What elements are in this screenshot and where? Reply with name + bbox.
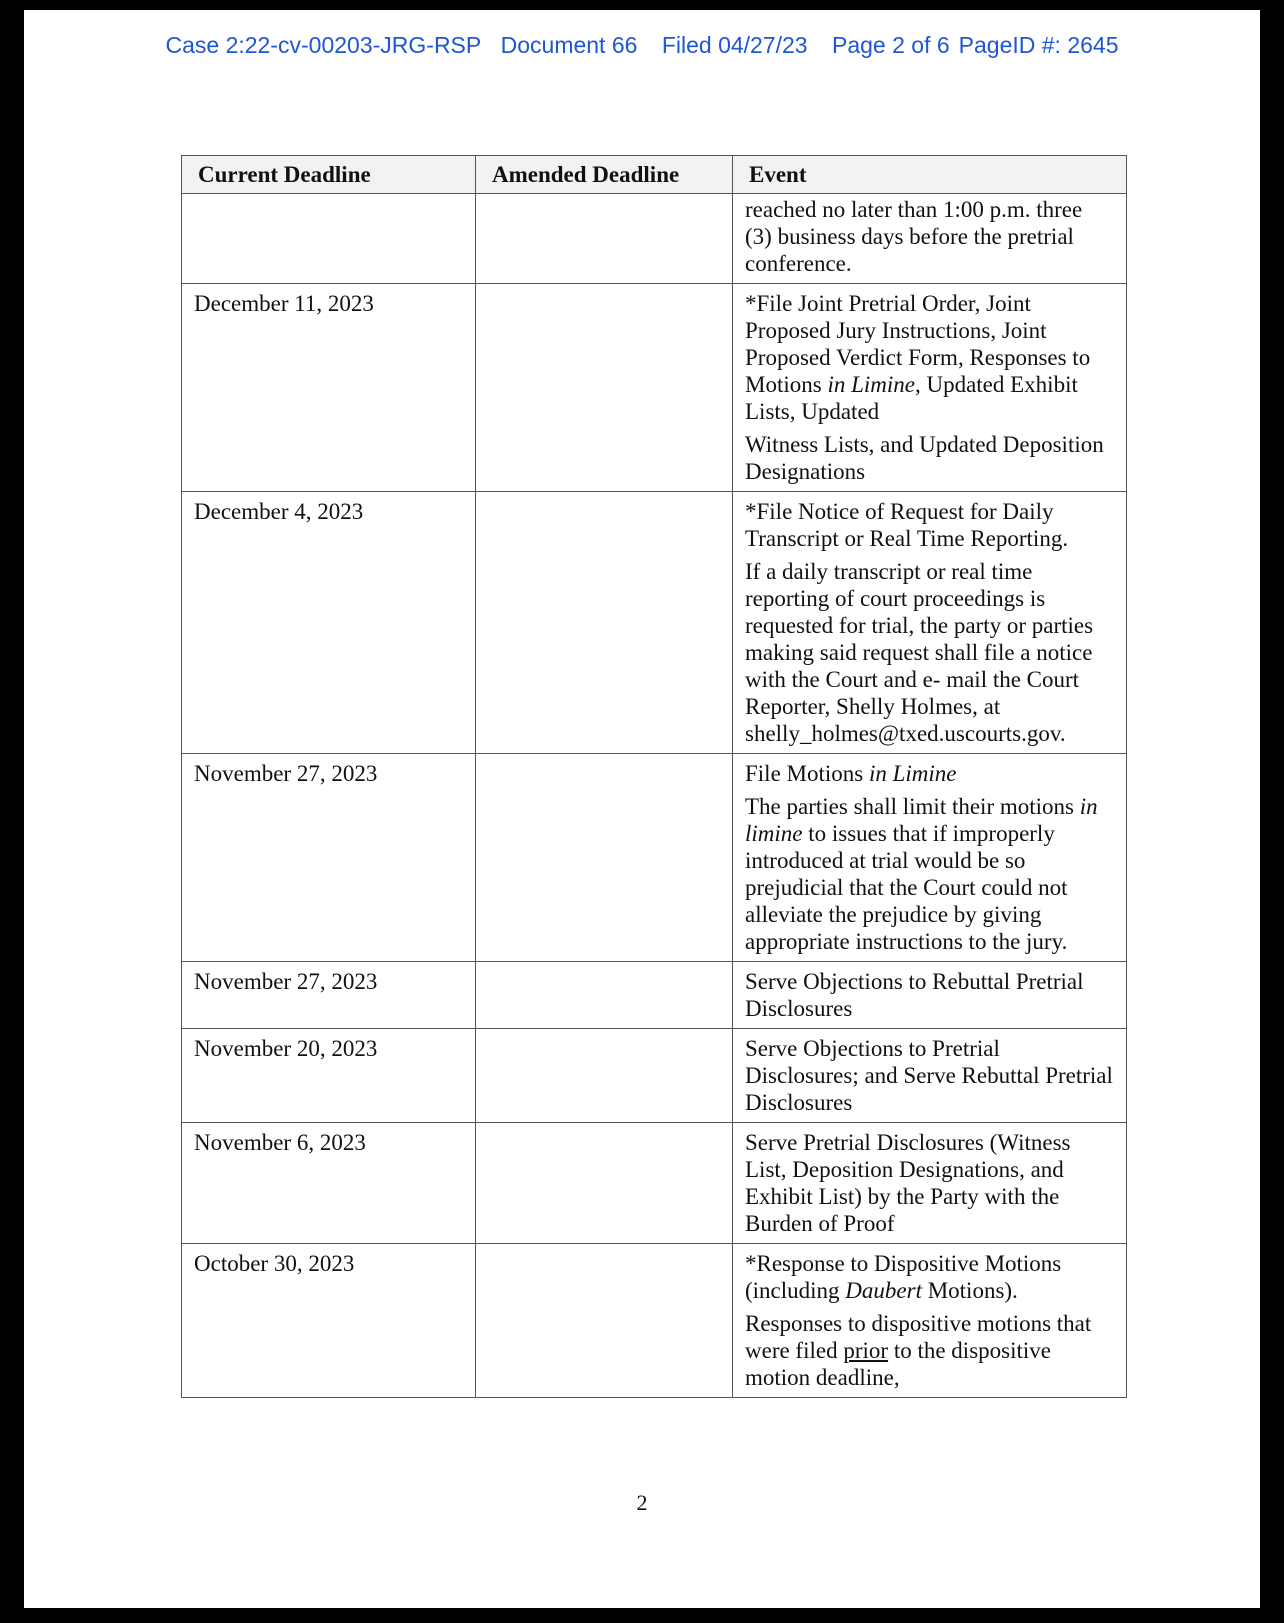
current-deadline-cell: December 4, 2023: [182, 492, 476, 754]
event-text: Serve Objections to Pretrial Disclosures; and Serve Rebuttal Pretrial Disclosures: [745, 1036, 1113, 1115]
document-number: Document 66: [500, 32, 638, 58]
filed-date: Filed 04/27/23: [661, 32, 808, 58]
event-cell: [733, 1123, 1127, 1244]
ecf-header-stamp: [24, 32, 1260, 59]
table-row: [182, 962, 1127, 1029]
page-id: PageID #: 2645: [958, 32, 1119, 58]
header-amended-deadline: Amended Deadline: [476, 156, 733, 194]
event-text: Responses to dispositive motions that were filed prior to the dispositive motion deadline,: [745, 1311, 1092, 1390]
amended-deadline-cell: [476, 1029, 733, 1123]
event-text: reached no later than 1:00 p.m. three (3) business days before the pretrial conference.: [745, 197, 1083, 276]
event-text: The parties shall limit their motions in limine to issues that if improperly introduced at trial would be so prejudicial that the Court could not alleviate the prejudice by giving appropriate instructions to the jury.: [745, 794, 1098, 954]
current-deadline-cell: November 27, 2023: [182, 962, 476, 1029]
current-deadline-cell: November 6, 2023: [182, 1123, 476, 1244]
case-number: Case 2:22-cv-00203-JRG-RSP: [165, 32, 482, 58]
event-text: File Motions in Limine: [745, 761, 957, 786]
event-text: Witness Lists, and Updated Deposition Designations: [745, 432, 1104, 484]
table-row: [182, 492, 1127, 754]
current-deadline-cell: November 27, 2023: [182, 754, 476, 962]
amended-deadline-cell: [476, 194, 733, 284]
table-row: [182, 1029, 1127, 1123]
event-cell: [733, 1244, 1127, 1398]
table-row: [182, 194, 1127, 284]
amended-deadline-cell: [476, 492, 733, 754]
event-text: *File Joint Pretrial Order, Joint Proposed Jury Instructions, Joint Proposed Verdict Form, Responses to Motions in Limine, Updated Exhibit Lists, Updated: [745, 291, 1091, 424]
current-deadline-cell: October 30, 2023: [182, 1244, 476, 1398]
current-deadline-cell: November 20, 2023: [182, 1029, 476, 1123]
amended-deadline-cell: [476, 1244, 733, 1398]
amended-deadline-cell: [476, 284, 733, 492]
table-header-row: [182, 156, 1127, 194]
event-text: Serve Objections to Rebuttal Pretrial Disclosures: [745, 969, 1084, 1021]
table-row: [182, 1123, 1127, 1244]
event-cell: [733, 754, 1127, 962]
page-number: 2: [636, 1490, 648, 1515]
header-event: Event: [733, 156, 1127, 194]
event-cell: [733, 1029, 1127, 1123]
table-row: [182, 754, 1127, 962]
event-text: *File Notice of Request for Daily Transcript or Real Time Reporting.: [745, 499, 1069, 551]
event-cell: [733, 962, 1127, 1029]
event-text: If a daily transcript or real time reporting of court proceedings is requested for trial, the party or parties making said request shall file a notice with the Court and e- mail the Court Reporter, Shelly Holmes, at shelly_holmes@txed.uscourts.gov.: [745, 559, 1094, 746]
deadline-table: [181, 155, 1127, 1398]
current-deadline-cell: [182, 194, 476, 284]
event-text: *Response to Dispositive Motions (including Daubert Motions).: [745, 1251, 1062, 1303]
document-page: [24, 10, 1260, 1608]
event-text: Serve Pretrial Disclosures (Witness List, Deposition Designations, and Exhibit List) by the Party with the Burden of Proof: [745, 1130, 1071, 1236]
event-cell: [733, 284, 1127, 492]
event-cell: [733, 194, 1127, 284]
amended-deadline-cell: [476, 754, 733, 962]
amended-deadline-cell: [476, 1123, 733, 1244]
event-cell: [733, 492, 1127, 754]
page-count: Page 2 of 6: [832, 32, 950, 58]
amended-deadline-cell: [476, 962, 733, 1029]
current-deadline-cell: December 11, 2023: [182, 284, 476, 492]
table-row: [182, 1244, 1127, 1398]
table-row: [182, 284, 1127, 492]
header-current-deadline: Current Deadline: [182, 156, 476, 194]
